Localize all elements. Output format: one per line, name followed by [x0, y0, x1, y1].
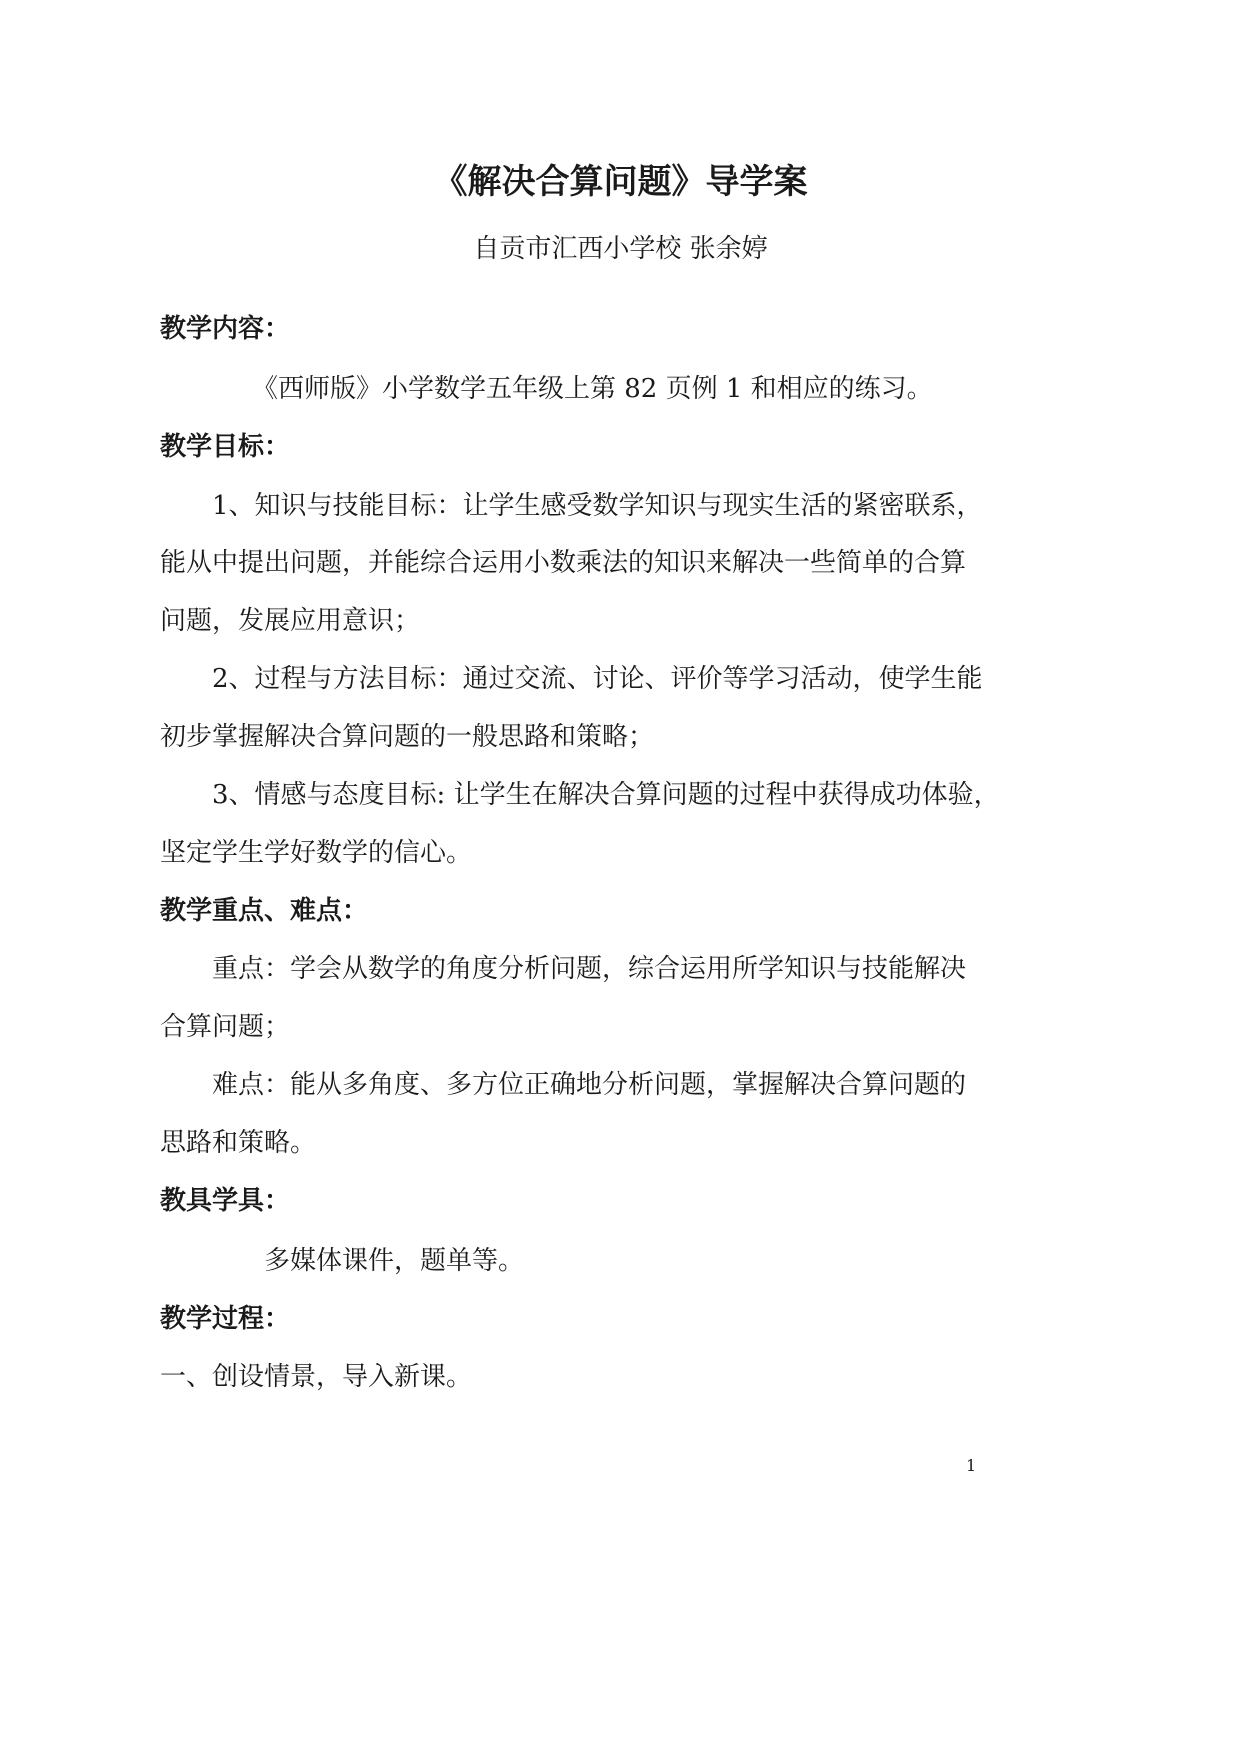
process-heading: 教学过程： [160, 1304, 291, 1334]
goal3-line2: 坚定学生学好数学的信心。 [160, 838, 473, 868]
tools-text: 多媒体课件，题单等。 [264, 1246, 525, 1276]
document-title: 《解决合算问题》导学案 [433, 162, 808, 202]
goal2-line1: 2、过程与方法目标：通过交流、讨论、评价等学习活动，使学生能 [212, 664, 983, 694]
difficulty-line2: 思路和策略。 [160, 1128, 317, 1158]
key-point-line2: 合算问题； [160, 1012, 291, 1042]
tools-heading: 教具学具： [160, 1186, 291, 1216]
difficulty-line1: 难点：能从多角度、多方位正确地分析问题，掌握解决合算问题的 [212, 1070, 967, 1100]
key-points-heading: 教学重点、难点： [160, 896, 369, 926]
page-number: 1 [966, 1456, 977, 1475]
goal1-line3: 问题，发展应用意识； [160, 606, 421, 636]
goals-heading: 教学目标： [160, 432, 291, 462]
content-text: 《西师版》小学数学五年级上第 82 页例 1 和相应的练习。 [252, 374, 933, 404]
goal3-line1: 3、情感与态度目标: 让学生在解决合算问题的过程中获得成功体验， [212, 780, 1000, 810]
goal2-line2: 初步掌握解决合算问题的一般思路和策略； [160, 722, 655, 752]
process-step-1: 一、创设情景，导入新课。 [160, 1362, 473, 1392]
goal1-line2: 能从中提出问题，并能综合运用小数乘法的知识来解决一些简单的合算 [160, 548, 967, 578]
content-heading: 教学内容： [160, 314, 291, 344]
key-point-line1: 重点：学会从数学的角度分析问题，综合运用所学知识与技能解决 [212, 954, 967, 984]
document-author: 自贡市汇西小学校 张余婷 [473, 234, 768, 264]
goal1-line1: 1、知识与技能目标：让学生感受数学知识与现实生活的紧密联系， [212, 491, 983, 521]
